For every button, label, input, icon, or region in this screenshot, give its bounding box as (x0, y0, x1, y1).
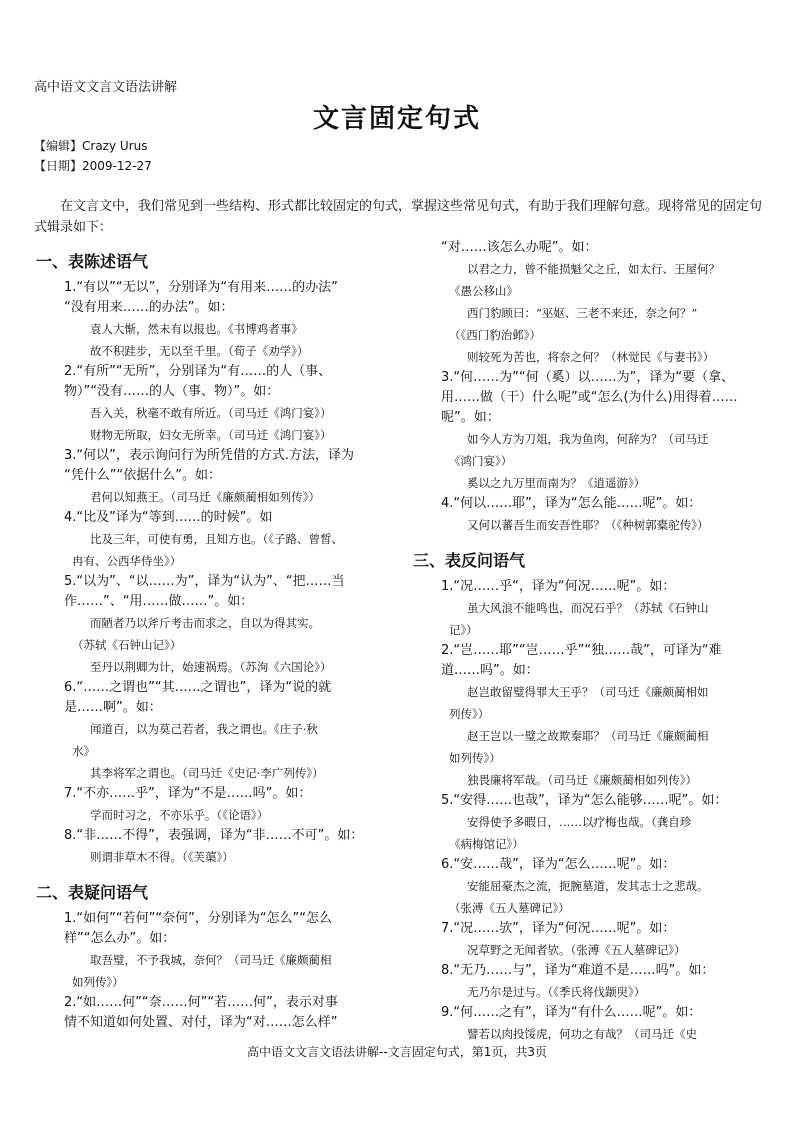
example: 而陋者乃以斧斤考击而求之，自以为得其实。 （苏轼《石钟山记》） 至丹以荆卿为计，始速祸焉。（苏洵《六国论》） (72, 616, 332, 674)
section-heading: 二、表疑问语气 (36, 883, 149, 902)
example: 闻道百，以为莫己若者，我之谓也。《庄子·秋 水》 其李将军之谓也。（司马迁《史记·李广列传》） (72, 722, 324, 780)
list-item: 8.“非……不得”，表强调，译为“非……不可”。如： (64, 828, 364, 843)
example: 况草野之无闻者欤。（张溥《五人墓碑记》） (467, 943, 686, 957)
list-item-continued: “对……该怎么办呢”。如： (441, 240, 598, 255)
list-item: 1.“如何”“若何”“奈何”，分别译为“怎么”“怎么 样”“怎么办”。如： (64, 911, 333, 946)
example: 袁人大惭，然未有以报也。《书博鸡者事》 故不积跬步，无以至千里。（荀子《劝学》） (90, 322, 309, 358)
example: 安能屈豪杰之流，扼腕墓道，发其志士之悲哉。 （张溥《五人墓碑记》） (449, 879, 709, 915)
list-item: 2.“有所”“无所”，分别译为“有……的人（事、 物）”“没有……的人（事、物）”。如： (64, 364, 332, 399)
list-item: 1.“况……乎“，译为“何况……呢”。如： (441, 579, 676, 594)
example: 又何以蕃吾生而安吾性耶？（《种树郭橐驼传》） (467, 518, 709, 532)
list-item: 6.“……之谓也”“其……之谓也”，译为“说的就 是……啊”。如： (64, 680, 332, 715)
example: 以君之力，曾不能损魁父之丘，如太行、王屋何？ 《愚公移山》 西门豹顾曰：“巫妪、三老不来还，奈之何？” （《西门豹治邺》） 则较死为苦也，将奈之何？（林觉民《与妻书》） (449, 262, 720, 364)
example: 取吾璧，不予我城，奈何？（司马迁《廉颇蔺相 如列传》） (72, 953, 332, 989)
list-item: 4.“何以……耶”，译为“怎么能……呢”。如： (441, 496, 702, 511)
left-column (36, 243, 391, 1033)
list-item: 2.“如……何”“奈……何”“若……何”，表示对事 情不知道如何处置、对付，译为“对……怎么样” (64, 995, 338, 1030)
example: 譬若以肉投馁虎，何功之有哉？（司马迁《史 (467, 1027, 697, 1041)
date-line: 【日期】2009-12-27 (34, 159, 152, 173)
list-item: 2.“岂……耶”“岂……乎”“独……哉”，可译为“难 道……吗”。如： (441, 643, 722, 678)
right-column (413, 238, 768, 1045)
section-heading: 三、表反问语气 (413, 551, 526, 570)
section-heading: 一、表陈述语气 (36, 252, 149, 271)
list-item: 1.“有以”“无以”，分别译为“有用来……的办法” “没有用来……的办法”。如： (64, 280, 338, 315)
list-item: 8.“无乃……与”，译为“难道不是……吗”。如： (441, 963, 715, 978)
page-footer: 高中语文文言文语法讲解--文言固定句式，第1页，共3页 (247, 1045, 547, 1059)
intro-paragraph: 在文言文中，我们常见到一些结构、形式都比较固定的句式，掌握这些常见句式，有助于我们理解句意。现将常见的固定句式辑录如下： (34, 199, 763, 235)
example: 虽大风浪不能鸣也，而况石乎？（苏轼《石钟山 记》） (449, 601, 709, 637)
list-item: 7.“不亦……乎”，译为“不是……吗”。如： (64, 786, 312, 801)
example: 吾入关，秋毫不敢有所近。（司马迁《鸿门宴》） 财物无所取，妇女无所幸。（司马迁《鸿门宴》） (90, 406, 332, 442)
example: 学而时习之，不亦乐乎。（《论语》） (90, 808, 269, 822)
editor-line: 【编辑】Crazy Urus (34, 139, 148, 153)
example: 如今人方为刀俎，我为鱼肉，何辞为？（司马迁 《鸿门宴》） 奚以之九万里而南为？《逍遥游》） (449, 432, 709, 490)
list-item: 6.“安……哉”，译为“怎么……呢”。如： (441, 857, 676, 872)
list-item: 5.“以为”、“以……为”，译为“认为”、“把……当 作……”、“用……做……”。如： (64, 574, 345, 609)
list-item: 5.“安得……也哉”，译为“怎么能够……呢”。如： (441, 793, 728, 808)
list-item: 3.“何以”，表示询问行为所凭借的方式.方法，译为 “凭什么”“依据什么”。如： (64, 448, 355, 483)
list-item: 3.“何……为”“何（奚）以……为”，译为“要（拿、 用……做（干）什么呢”或“怎么(为什么)用得着…… 呢”。如： (441, 370, 738, 425)
doc-header: 高中语文文言文语法讲解 (34, 80, 178, 95)
list-item: 9.“何……之有”，译为“有什么……呢”。如： (441, 1005, 702, 1020)
example: 无乃尔是过与。（《季氏将伐颛臾》） (467, 985, 646, 999)
list-item: 4.“比及”译为“等到……的时候”。如 (64, 510, 273, 525)
example: 则谓非草木不得。（《芙蕖》） (90, 850, 234, 864)
page-title: 文言固定句式 (312, 104, 481, 134)
example: 君何以知燕王。（司马迁《廉颇蔺相如列传》） (90, 490, 320, 504)
example: 安得使予多暇日，……以疗梅也哉。（龚自珍 《病梅馆记》） (449, 815, 692, 851)
example: 赵岂敢留璧得罪大王乎？（司马迁《廉颇蔺相如 列传》） 赵王岂以一璧之故欺秦耶？（司马迁《廉颇蔺相 如列传》） 独畏廉将军哉。（司马迁《廉颇蔺相如列传》） (449, 685, 709, 787)
example: 比及三年，可使有勇，且知方也。（《子路、曾皙、 冉有、公西华侍坐》） (72, 532, 343, 568)
list-item: 7.“况……欤”，译为“何况……呢”。如： (441, 921, 676, 936)
